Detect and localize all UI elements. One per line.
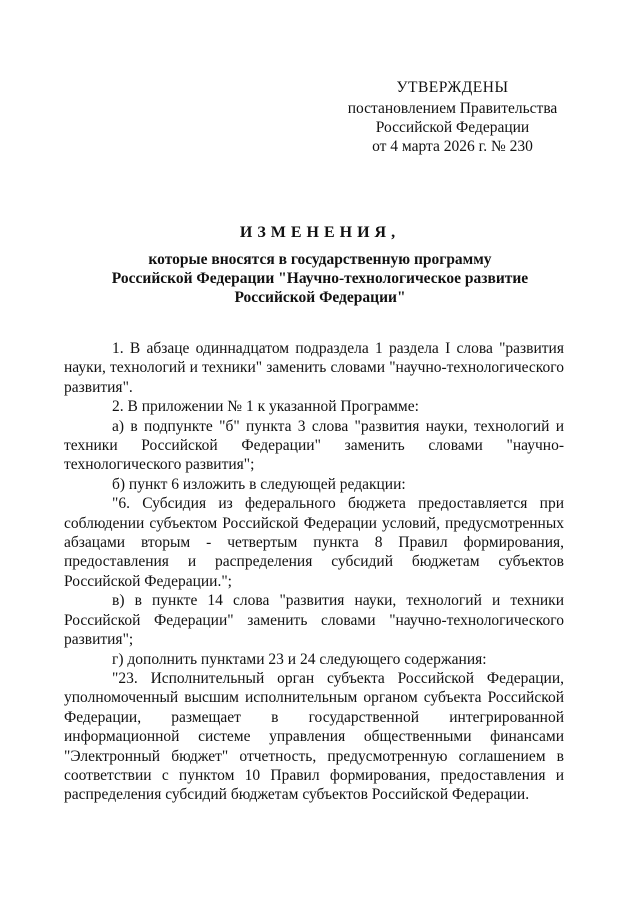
heading-title: ИЗМЕНЕНИЯ, — [239, 224, 401, 241]
approval-line-2: Российской Федерации — [375, 119, 530, 136]
paragraph-1: 1. В абзаце одиннадцатом подраздела 1 раздела I слова "развития науки, технологий и техники" заменить словами "научно-технологического развития". — [64, 340, 564, 396]
heading-subtitle-line-1: которые вносятся в государственную программу — [148, 251, 492, 268]
paragraph-2: 2. В приложении № 1 к указанной Программе: — [112, 398, 419, 416]
document-body — [64, 339, 564, 805]
paragraph-4: б) пункт 6 изложить в следующей редакции: — [112, 475, 406, 493]
heading-subtitle-line-2: Российской Федерации "Научно-технологическое развитие — [111, 270, 529, 287]
heading-subtitle-line-3: Российской Федерации" — [234, 289, 406, 306]
approval-title: УТВЕРЖДЕНЫ — [396, 79, 509, 96]
paragraph-5: "6. Субсидия из федерального бюджета предоставляется при соблюдении субъектом Российской Федерации условий, предусмотренных абзацами вторым - четвертым пункта 8 Правил формирования, предоставления и распределения субсидий бюджетам субъектов Российской Федерации."; — [64, 495, 564, 590]
approval-stamp — [300, 78, 605, 156]
approval-line-1: постановлением Правительства — [347, 100, 558, 117]
approval-line-3: от 4 марта 2026 г. № 230 — [372, 138, 533, 155]
paragraph-6: в) в пункте 14 слова "развития науки, технологий и техники Российской Федерации" заменить словами "научно-технологического развития"; — [64, 592, 564, 649]
paragraph-8: "23. Исполнительный орган субъекта Российской Федерации, уполномоченный высшим исполнительным органом субъекта Российской Федерации, размещает в государственной интегрированной информационной системе управления общественными финансами "Электронный бюджет" отчетность, предусмотренную соглашением в соответствии с пунктом 10 Правил формирования, предоставления и распределения субсидий бюджетам субъектов Российской Федерации. — [64, 669, 564, 804]
paragraph-3: а) в подпункте "б" пункта 3 слова "развития науки, технологий и техники Российской Федерации" заменить словами "научно-технологического развития"; — [64, 417, 564, 474]
document-heading — [60, 224, 580, 307]
paragraph-7: г) дополнить пунктами 23 и 24 следующего содержания: — [112, 650, 487, 668]
